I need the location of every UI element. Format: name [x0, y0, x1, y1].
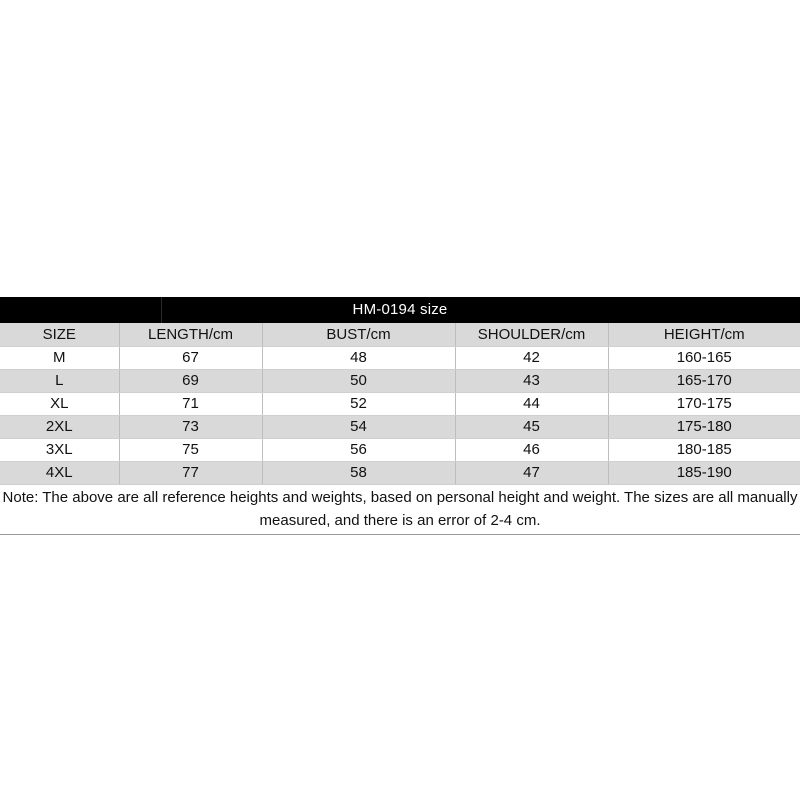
table-row [0, 438, 800, 461]
cell-size: 4XL [0, 461, 119, 484]
cell-size: 3XL [0, 438, 119, 461]
cell-bust: 48 [262, 346, 455, 369]
size-chart [0, 297, 800, 535]
cell-length: 67 [119, 346, 262, 369]
cell-bust: 58 [262, 461, 455, 484]
cell-height: 180-185 [608, 438, 800, 461]
cell-height: 165-170 [608, 369, 800, 392]
cell-height: 160-165 [608, 346, 800, 369]
header-height: HEIGHT/cm [608, 323, 800, 346]
cell-size: M [0, 346, 119, 369]
cell-bust: 52 [262, 392, 455, 415]
chart-title: HM-0194 size [352, 301, 448, 318]
title-bar [0, 297, 800, 323]
cell-length: 75 [119, 438, 262, 461]
header-shoulder: SHOULDER/cm [455, 323, 608, 346]
cell-length: 73 [119, 415, 262, 438]
cell-shoulder: 42 [455, 346, 608, 369]
cell-length: 71 [119, 392, 262, 415]
cell-shoulder: 47 [455, 461, 608, 484]
cell-bust: 54 [262, 415, 455, 438]
cell-height: 170-175 [608, 392, 800, 415]
header-bust: BUST/cm [262, 323, 455, 346]
header-row [0, 323, 800, 346]
cell-shoulder: 44 [455, 392, 608, 415]
cell-shoulder: 46 [455, 438, 608, 461]
table-row [0, 346, 800, 369]
cell-height: 175-180 [608, 415, 800, 438]
cell-size: 2XL [0, 415, 119, 438]
cell-shoulder: 45 [455, 415, 608, 438]
table-row [0, 369, 800, 392]
table-row [0, 461, 800, 484]
cell-bust: 56 [262, 438, 455, 461]
table-row [0, 415, 800, 438]
cell-size: L [0, 369, 119, 392]
table-row [0, 392, 800, 415]
cell-shoulder: 43 [455, 369, 608, 392]
cell-bust: 50 [262, 369, 455, 392]
cell-height: 185-190 [608, 461, 800, 484]
size-table [0, 323, 800, 485]
header-length: LENGTH/cm [119, 323, 262, 346]
measurement-note: Note: The above are all reference heights and weights, based on personal height and weight. The sizes are all manually measured, and there is an error of 2-4 cm. [0, 485, 800, 535]
header-size: SIZE [0, 323, 119, 346]
cell-length: 69 [119, 369, 262, 392]
cell-length: 77 [119, 461, 262, 484]
cell-size: XL [0, 392, 119, 415]
